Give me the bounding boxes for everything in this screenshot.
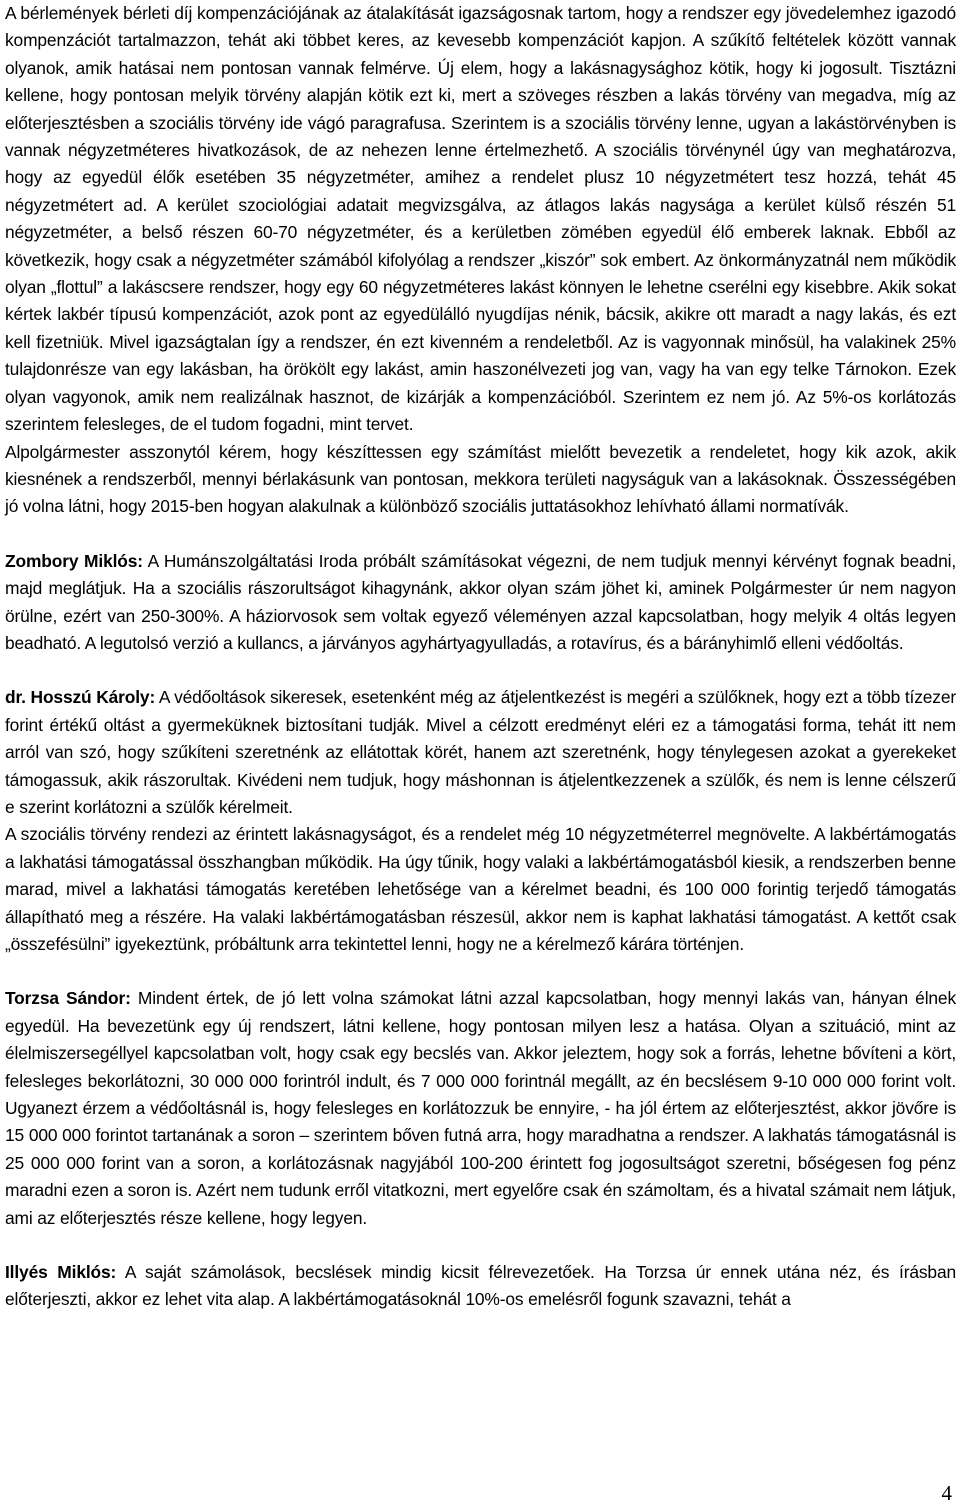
- speaker-name: dr. Hosszú Károly:: [5, 687, 156, 708]
- paragraph-5: [5, 821, 956, 958]
- paragraph-7: [5, 1259, 956, 1314]
- paragraph-text: A Humánszolgáltatási Iroda próbált számításokat végezni, de nem tudjuk mennyi kérvényt fognak beadni, majd meglátjuk. Ha a szociális rászorultságot kihagynánk, akkor olyan szám jöhet ki, aminek Polgármester úr nem nagyon örülne, ezért van 250-300%. A háziorvosok sem voltak egyező véleményen azzal kapcsolatban, hogy melyik 4 oltás legyen beadható. A legutolsó verzió a kullancs, a járványos agyhártyagyulladás, a rotavírus, és a bárányhimlő elleni védőoltás.: [5, 550, 956, 653]
- paragraph-4: [5, 684, 956, 821]
- paragraph-text: A védőoltások sikeresek, esetenként még az átjelentkezést is megéri a szülőknek, hogy ezt a több tízezer forint értékű oltást a gyermeküknek biztosítani tudják. Mivel a célzott eredményt eléri ez a támogatási forma, tehát itt nem arról van szó, hogy szűkíteni szeretnénk az ellátottak körét, hanem azt szeretnénk, hogy ténylegesen azokat a gyerekeket támogassuk, akik rászorultak. Kivédeni nem tudjuk, hogy máshonnan is átjelentkezzenek a szülők, és nem is lenne célszerű e szerint korlátozni a szülők kérelmeit.: [5, 687, 956, 817]
- paragraph-text: Mindent értek, de jó lett volna számokat látni azzal kapcsolatban, hogy mennyi lakás van, hányan élnek egyedül. Ha bevezetünk egy új rendszert, látni kellene, hogy pontosan milyen lesz a hatása. Olyan a szituáció, mint az élelmiszersegéllyel kapcsolatban volt, hogy csak egy becslés van. Akkor jeleztem, hogy sok a forrás, lehetne bővíteni a kört, felesleges bekorlátozni, 30 000 000 forintról indult, és 7 000 000 forintnál megállt, az én becslésem 9-10 000 000 forint volt. Ugyanezt érzem a védőoltásnál is, hogy felesleges en korlátozzuk be ennyire, - ha jól értem az előterjesztést, akkor jövőre is 15 000 000 forintot tartanának a soron – szerintem bőven futná arra, hogy maradhatna a rendszer. A lakhatás támogatásnál is 25 000 000 forint van a soron, a korlátozásnak nagyjából 100-200 érintett fog jogosultságot szeretni, bőségesen fog pénz maradni ezen a soron is. Azért nem tudunk erről vitatkozni, mert egyelőre csak én számoltam, és a hivatal számait nem látjuk, ami az előterjesztés része kellene, hogy legyen.: [5, 988, 956, 1228]
- paragraph-text: A saját számolások, becslések mindig kicsit félrevezetőek. Ha Torzsa úr ennek utána néz, és írásban előterjeszti, akkor ez lehet vita alap. A lakbértámogatásoknál 10%-os emelésről fogunk szavazni, tehát a: [5, 1262, 956, 1310]
- speaker-name: Zombory Miklós:: [5, 550, 143, 571]
- paragraph-6: [5, 985, 956, 1232]
- paragraph-1: [5, 0, 956, 439]
- paragraph-gap: [5, 958, 956, 985]
- paragraph-text: Alpolgármester asszonytól kérem, hogy készíttessen egy számítást mielőtt bevezetik a rendeletet, hogy kik azok, akik kiesnének a rendszerből, mennyi bérlakásunk van pontosan, mekkora területi nagyságuk van a lakásoknak. Összességében jó volna látni, hogy 2015-ben hogyan alakulnak a különböző szociális juttatásokhoz lehívható állami normatívák.: [5, 441, 956, 517]
- document-page: [5, 0, 956, 1314]
- paragraph-gap: [5, 521, 956, 548]
- page-number: 4: [941, 1481, 952, 1505]
- paragraph-2: [5, 439, 956, 521]
- paragraph-gap: [5, 1232, 956, 1259]
- speaker-name: Illyés Miklós:: [5, 1262, 117, 1283]
- paragraph-text: A bérlemények bérleti díj kompenzációjának az átalakítását igazságosnak tartom, hogy a rendszer egy jövedelemhez igazodó kompenzációt tartalmazzon, tehát aki többet keres, az kevesebb kompenzációt kapjon. A szűkítő feltételek között vannak olyanok, amik hatásai nem pontosan vannak felmérve. Új elem, hogy a lakásnagysághoz kötik, hogy ki jogosult. Tisztázni kellene, hogy pontosan melyik törvény alapján kötik ezt ki, mert a szöveges részben a lakás törvény van megadva, míg az előterjesztésben a szociális törvény ide vágó paragrafusa. Szerintem is a szociális törvény lenne, ugyan a lakástörvényben is vannak négyzetméteres hivatkozások, de az nehezen lenne értelmezhető. A szociális törvénynél úgy van meghatározva, hogy az egyedül élők esetében 35 négyzetméter, amihez a rendelet plusz 10 négyzetmétert tesz hozzá, tehát 45 négyzetmétert ad. A kerület szociológiai adatait megvizsgálva, az átlagos lakás nagysága a kerület külső részén 51 négyzetméter, a belső részen 60-70 négyzetméter, és a kerületben zömében egyedül élő emberek laknak. Ebből az következik, hogy csak a négyzetméter számából kifolyólag a rendszer „kiszór” sok embert. Az önkormányzatnál nem működik olyan „flottul” a lakáscsere rendszer, hogy egy 60 négyzetméteres lakást könnyen le lehetne cserélni egy kisebbre. Akik sokat kértek lakbér típusú kompenzációt, azok pont az egyedülálló nyugdíjas nénik, bácsik, akikre ott maradt a nagy lakás, és ezt kell fizetniük. Mivel igazságtalan így a rendszer, én ezt kivenném a rendeletből. Az is vagyonnak minősül, ha valakinek 25% tulajdonrésze van egy lakásban, ha örökölt egy lakást, amin haszonélvezeti jog van, vagy ha van egy telke Tárnokon. Ezek olyan vagyonok, amik nem realizálnak hasznot, de kizárják a kompenzációból. Szerintem ez nem jó. Az 5%-os korlátozás szerintem felesleges, de el tudom fogadni, mint tervet.: [5, 3, 956, 435]
- paragraph-gap: [5, 657, 956, 684]
- paragraph-3: [5, 548, 956, 658]
- paragraph-text: A szociális törvény rendezi az érintett lakásnagyságot, és a rendelet még 10 négyzetméterrel megnövelte. A lakbértámogatás a lakhatási támogatással összhangban működik. Ha úgy tűnik, hogy valaki a lakbértámogatásból kiesik, a rendszerben benne marad, mivel a lakhatási támogatás keretében lehetősége van a kérelmet beadni, és 100 000 forintig terjedő támogatás állapítható meg a részére. Ha valaki lakbértámogatásban részesül, akkor nem is kaphat lakhatási támogatást. A kettőt csak „összefésülni” igyekeztünk, próbáltunk arra tekintettel lenni, hogy ne a kérelmező kárára történjen.: [5, 824, 956, 954]
- speaker-name: Torzsa Sándor:: [5, 988, 131, 1009]
